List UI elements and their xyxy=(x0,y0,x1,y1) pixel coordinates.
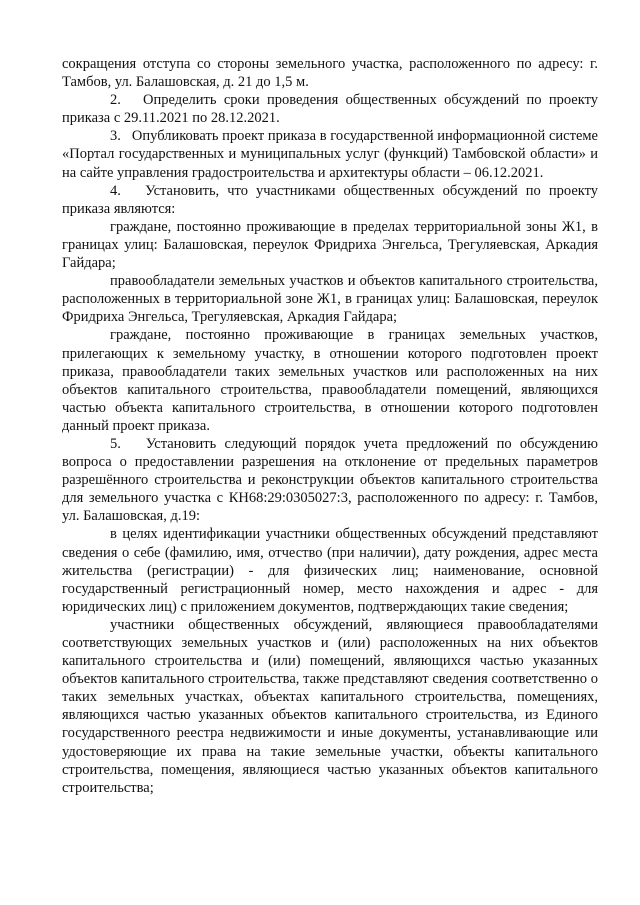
paragraph-item-3: 3. Опубликовать проект приказа в государственной информационной системе «Портал государственных и муниципальных услуг (функций) Тамбовской области» и на сайте управления градостроительства и архитектуры области – 06.12.2021. xyxy=(62,128,598,181)
paragraph-rightholders: участники общественных обсуждений, являющиеся правообладателями соответствующих земельных участков и (или) расположенных на них объектов капитального строительства и (или) помещений, являющихся частью указанных объектов капитального строительства, также представляют сведения соответственно о таких земельных участках, объектах капитального строительства, помещениях, являющихся частью указанных объектов капитального строительства, из Единого государственного реестра недвижимости и иные документы, устанавливающие или удостоверяющие их права на такие земельные участки, объекты капитального строительства, помещения, являющиеся частью указанных объектов капитального строительства; xyxy=(62,616,598,796)
paragraph-identification: в целях идентификации участники общественных обсуждений представляют сведения о себе (фамилию, имя, отчество (при наличии), дату рождения, адрес места жительства (регистрации) - для физических лиц; наименование, основной государственный регистрационный номер, место нахождения и адрес - для юридических лиц) с приложением документов, подтверждающих такие сведения; xyxy=(62,526,598,615)
paragraph-item-4: 4. Установить, что участниками общественных обсуждений по проекту приказа являются: xyxy=(62,182,598,217)
paragraph-item-2: 2. Определить сроки проведения общественных обсуждений по проекту приказа с 29.11.2021 по 28.12.2021. xyxy=(62,92,598,127)
paragraph-participants-adjacent: граждане, постоянно проживающие в границах земельных участков, прилегающих к земельному участку, в отношении которого подготовлен проект приказа, правообладатели таких земельных участков или расположенных на них объектов капитального строительства, правообладатели помещений, являющихся частью объекта капитального строительства, в отношении которого подготовлен данный проект приказа. xyxy=(62,327,598,434)
paragraph-continuation: сокращения отступа со стороны земельного участка, расположенного по адресу: г. Тамбов, ул. Балашовская, д. 21 до 1,5 м. xyxy=(62,56,598,91)
paragraph-participants-owners: правообладатели земельных участков и объектов капитального строительства, расположенных в территориальной зоне Ж1, в границах улиц: Балашовская, переулок Фридриха Энгельса, Трегуляевская, Аркадия Гайдара; xyxy=(62,273,598,326)
paragraph-item-5: 5. Установить следующий порядок учета предложений по обсуждению вопроса о предоставлении разрешения на отклонение от предельных параметров разрешённого строительства и реконструкции объектов капитального строительства для земельного участка с КН68:29:0305027:3, расположенного по адресу: г. Тамбов, ул. Балашовская, д.19: xyxy=(62,435,598,525)
paragraph-participants-residents: граждане, постоянно проживающие в пределах территориальной зоны Ж1, в границах улиц: Балашовская, переулок Фридриха Энгельса, Трегуляевская, Аркадия Гайдара; xyxy=(62,218,598,272)
document-body xyxy=(62,55,598,797)
